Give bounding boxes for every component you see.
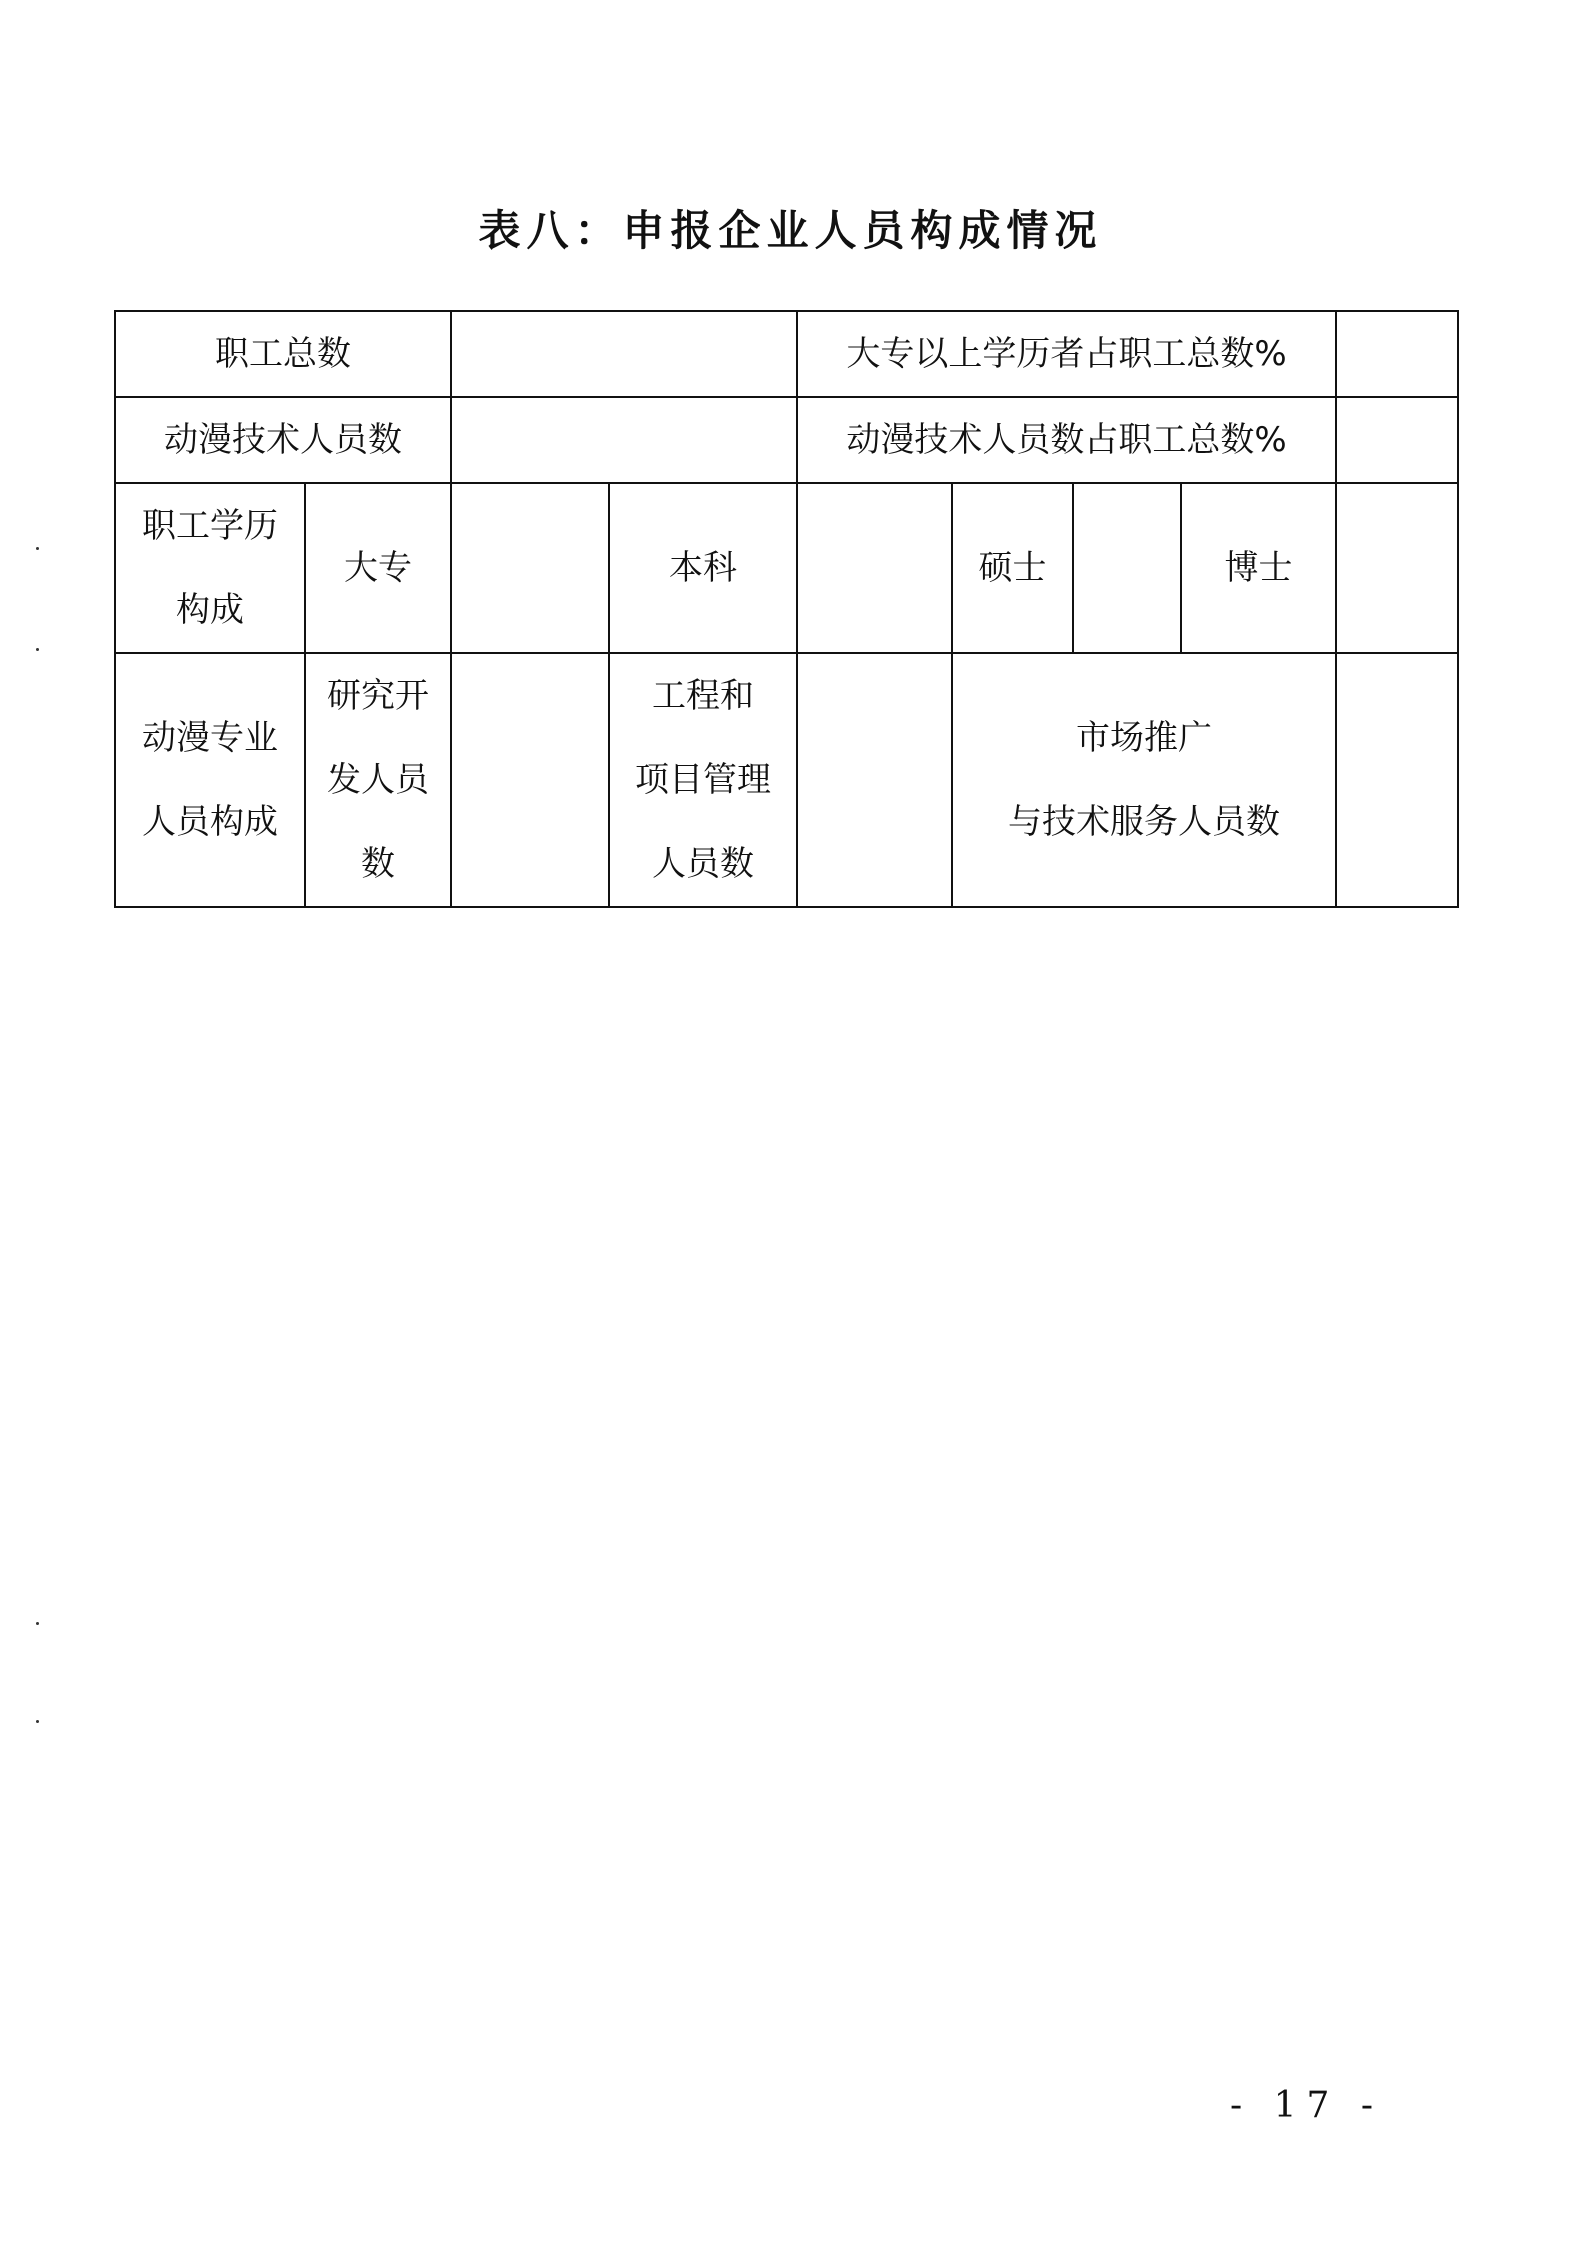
college-ratio-label: 大专以上学历者占职工总数%: [797, 311, 1336, 397]
rd-staff-label: 研究开 发人员 数: [305, 653, 451, 907]
staff-composition-table: [114, 310, 1459, 908]
scan-speck: [36, 1622, 39, 1625]
junior-college-value[interactable]: [451, 483, 609, 653]
doctor-label: 博士: [1181, 483, 1336, 653]
table-row-animation-composition: [115, 653, 1458, 907]
bachelor-value[interactable]: [797, 483, 952, 653]
master-value[interactable]: [1073, 483, 1181, 653]
animation-ratio-label: 动漫技术人员数占职工总数%: [797, 397, 1336, 483]
animation-ratio-value[interactable]: [1336, 397, 1458, 483]
master-label: 硕士: [952, 483, 1073, 653]
education-label: 职工学历 构成: [115, 483, 305, 653]
animation-composition-label: 动漫专业 人员构成: [115, 653, 305, 907]
bachelor-label: 本科: [609, 483, 797, 653]
animation-staff-value[interactable]: [451, 397, 797, 483]
table-row-animation-staff: [115, 397, 1458, 483]
doctor-value[interactable]: [1336, 483, 1458, 653]
page-title: 表八：申报企业人员构成情况: [478, 206, 1103, 255]
animation-staff-label: 动漫技术人员数: [115, 397, 451, 483]
total-staff-value[interactable]: [451, 311, 797, 397]
scan-speck: [36, 547, 39, 550]
marketing-service-value[interactable]: [1336, 653, 1458, 907]
scan-speck: [36, 1720, 39, 1723]
total-staff-label: 职工总数: [115, 311, 451, 397]
project-mgmt-value[interactable]: [797, 653, 952, 907]
project-mgmt-label: 工程和 项目管理 人员数: [609, 653, 797, 907]
junior-college-label: 大专: [305, 483, 451, 653]
table-row-education: [115, 483, 1458, 653]
scan-speck: [36, 648, 39, 651]
table-row-total-staff: [115, 311, 1458, 397]
page-number: - 17 -: [1230, 2085, 1384, 2126]
marketing-service-label: 市场推广 与技术服务人员数: [952, 653, 1336, 907]
college-ratio-value[interactable]: [1336, 311, 1458, 397]
rd-staff-value[interactable]: [451, 653, 609, 907]
